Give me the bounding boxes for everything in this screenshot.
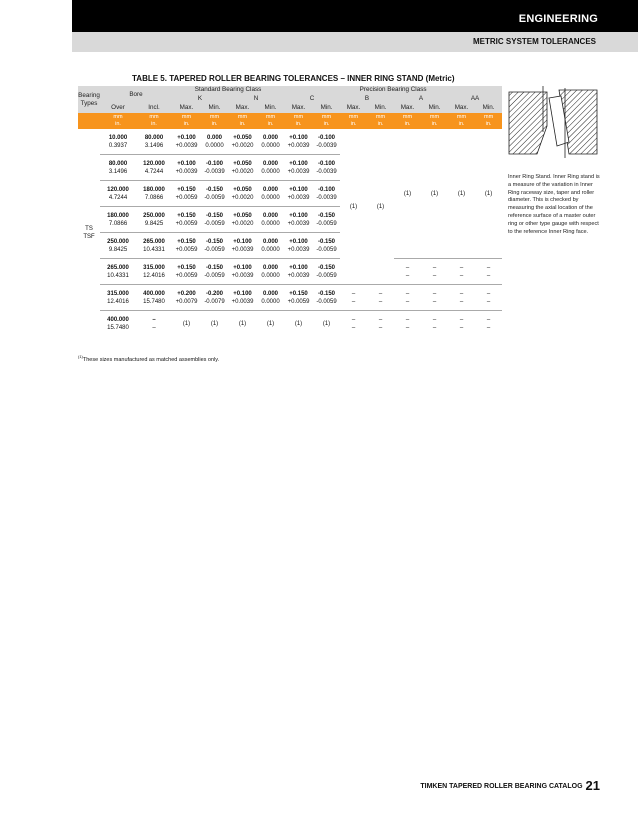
table-cell-incl: 120.000 4.7244 <box>136 155 172 181</box>
unit-cell: mm in. <box>201 113 228 129</box>
max-header: Max. <box>228 103 257 113</box>
table-cell-nmax: +0.050 +0.0020 <box>228 155 257 181</box>
min-header: Min. <box>421 103 448 113</box>
table-cell-incl: 400.000 15.7480 <box>136 285 172 311</box>
class-c-header: C <box>284 94 340 103</box>
class-aa-header: AA <box>448 94 502 103</box>
tolerance-table <box>78 86 502 336</box>
table-cell-incl: – – <box>136 311 172 337</box>
table-cell-cmax: +0.100 +0.0039 <box>284 259 313 285</box>
class-aa-min-cell: (1) <box>484 190 493 197</box>
table-cell-kmax: +0.100 +0.0039 <box>172 155 201 181</box>
table-cell-incl: 180.000 7.0866 <box>136 181 172 207</box>
table-row <box>78 259 502 285</box>
min-header: Min. <box>257 103 284 113</box>
unit-cell: mm in. <box>340 113 367 129</box>
max-header: Max. <box>394 103 421 113</box>
unit-cell: mm in. <box>172 113 201 129</box>
table-cell-kmax: +0.150 +0.0059 <box>172 207 201 233</box>
precision-class-header: Precision Bearing Class <box>284 86 502 94</box>
table-cell-over: 250.000 9.8425 <box>100 233 136 259</box>
class-b-min-cell: – – <box>367 285 394 311</box>
table-cell-nmax: +0.050 +0.0020 <box>231 134 254 149</box>
unit-cell: mm in. <box>367 113 394 129</box>
standard-class-header: Standard Bearing Class <box>172 86 284 94</box>
max-header: Max. <box>340 103 367 113</box>
max-header: Max. <box>448 103 475 113</box>
footnote: $^{(1)}$These sizes manufactured as matched assemblies only. <box>78 354 220 363</box>
table-cell-cmin: -0.150 -0.0059 <box>313 207 340 233</box>
table-cell-cmax: +0.100 +0.0039 <box>284 233 313 259</box>
class-b-max-cell: – – <box>340 285 367 311</box>
class-aa-max-cell: – – <box>448 259 475 285</box>
table-cell-cmax: +0.100 +0.0039 <box>284 181 313 207</box>
table-cell-kmax: +0.150 +0.0059 <box>172 181 201 207</box>
table-cell-cmax: +0.100 +0.0039 <box>284 207 313 233</box>
class-aa-min-cell: – – <box>475 311 502 337</box>
section-header-bar <box>72 0 638 32</box>
table-cell-cmin: -0.100 -0.0039 <box>313 155 340 181</box>
class-aa-min-cell: – – <box>475 285 502 311</box>
table-cell-nmax: +0.050 +0.0020 <box>228 207 257 233</box>
table-row <box>78 311 502 337</box>
table-cell-kmin: (1) <box>201 311 228 337</box>
table-cell-cmin: (1) <box>313 311 340 337</box>
class-a-min-cell: – – <box>421 311 448 337</box>
catalog-title: TIMKEN TAPERED ROLLER BEARING CATALOG <box>420 783 583 790</box>
class-aa-min-cell: – – <box>475 259 502 285</box>
table-cell-kmax: +0.100 +0.0039 <box>175 134 198 149</box>
class-n-header: N <box>228 94 284 103</box>
unit-cell: mm in. <box>136 113 172 129</box>
table-cell-kmin: -0.200 -0.0079 <box>201 285 228 311</box>
class-b-max-cell: (1) <box>349 203 358 210</box>
unit-cell: mm in. <box>421 113 448 129</box>
min-header: Min. <box>201 103 228 113</box>
table-cell-kmin: -0.100 -0.0039 <box>201 155 228 181</box>
inner-ring-stand-diagram <box>507 86 599 160</box>
table-cell-nmin: 0.000 0.0000 <box>257 285 284 311</box>
table-cell-nmin: 0.000 0.0000 <box>257 155 284 181</box>
class-k-header: K <box>172 94 228 103</box>
table-cell-incl: 315.000 12.4016 <box>136 259 172 285</box>
table-cell-incl: 250.000 9.8425 <box>136 207 172 233</box>
table-cell-kmax: +0.150 +0.0059 <box>172 259 201 285</box>
subsection-title: METRIC SYSTEM TOLERANCES <box>473 37 596 46</box>
table-cell-nmax: +0.100 +0.0039 <box>228 285 257 311</box>
table-cell-nmin: 0.000 0.0000 <box>257 233 284 259</box>
table-cell-cmin: -0.100 -0.0039 <box>316 134 337 149</box>
max-header: Max. <box>172 103 201 113</box>
table-cell-nmax: (1) <box>228 311 257 337</box>
table-cell-nmax: +0.050 +0.0020 <box>228 181 257 207</box>
table-cell-nmin: 0.000 0.0000 <box>257 207 284 233</box>
table-cell-kmin: -0.150 -0.0059 <box>201 181 228 207</box>
unit-cell: mm in. <box>448 113 475 129</box>
table-cell-nmin: 0.000 0.0000 <box>261 134 280 149</box>
unit-cell: mm in. <box>475 113 502 129</box>
table-row <box>78 129 502 155</box>
unit-cell: mm in. <box>394 113 421 129</box>
class-a-header: A <box>394 94 448 103</box>
table-cell-cmin: -0.150 -0.0059 <box>313 259 340 285</box>
bearing-types-header: Bearing Types <box>78 86 100 113</box>
table-cell-over: 400.000 15.7480 <box>100 311 136 337</box>
table-cell-kmax: +0.200 +0.0079 <box>172 285 201 311</box>
page-footer <box>420 778 600 793</box>
table-cell-cmin: -0.100 -0.0039 <box>313 181 340 207</box>
table-cell-kmin: 0.000 0.0000 <box>205 134 224 149</box>
bore-header: Bore <box>100 86 172 103</box>
table-cell-over: 120.000 4.7244 <box>100 181 136 207</box>
table-cell-cmax: +0.100 +0.0039 <box>284 155 313 181</box>
class-a-max-cell: – – <box>394 311 421 337</box>
table-cell-incl: 265.000 10.4331 <box>136 233 172 259</box>
class-b-max-cell: – – <box>340 311 367 337</box>
unit-cell: mm in. <box>313 113 340 129</box>
table-cell-incl: 80.000 3.1496 <box>144 134 164 149</box>
class-a-max-cell: – – <box>394 285 421 311</box>
subsection-bar <box>72 32 638 52</box>
table-cell-over: 10.000 0.3937 <box>108 134 128 149</box>
table-cell-cmax: (1) <box>284 311 313 337</box>
table-cell-kmin: -0.150 -0.0059 <box>201 233 228 259</box>
class-aa-max-cell: – – <box>448 311 475 337</box>
class-b-min-cell: – – <box>367 311 394 337</box>
table-cell-cmin: -0.150 -0.0059 <box>313 233 340 259</box>
incl-header: Incl. <box>136 103 172 113</box>
table-cell-nmax: +0.100 +0.0039 <box>228 233 257 259</box>
table-cell-nmin: 0.000 0.0000 <box>257 259 284 285</box>
class-b-header: B <box>340 94 394 103</box>
unit-cell: mm in. <box>228 113 257 129</box>
table-row <box>78 285 502 311</box>
table-cell-over: 80.000 3.1496 <box>100 155 136 181</box>
table-cell-cmax: +0.100 +0.0039 <box>287 134 310 149</box>
table-cell-kmax: +0.150 +0.0059 <box>172 233 201 259</box>
class-b-min-cell: (1) <box>376 203 385 210</box>
table-cell-nmin: (1) <box>257 311 284 337</box>
table-cell-over: 315.000 12.4016 <box>100 285 136 311</box>
class-a-min-cell: (1) <box>430 190 439 197</box>
table-title: TABLE 5. TAPERED ROLLER BEARING TOLERANCES – INNER RING STAND (Metric) <box>132 74 455 83</box>
table-cell-nmin: 0.000 0.0000 <box>257 181 284 207</box>
table-cell-over: 265.000 10.4331 <box>100 259 136 285</box>
table-cell-nmax: +0.100 +0.0039 <box>228 259 257 285</box>
class-a-min-cell: – – <box>421 285 448 311</box>
class-aa-max-cell: (1) <box>457 190 466 197</box>
table-cell-kmin: -0.150 -0.0059 <box>201 207 228 233</box>
max-header: Max. <box>284 103 313 113</box>
unit-cell: mm in. <box>100 113 136 129</box>
class-a-max-cell: – – <box>394 259 421 285</box>
over-header: Over <box>100 103 136 113</box>
units-row <box>78 113 502 129</box>
figure-note: Inner Ring Stand. Inner Ring stand is a measure of the variation in Inner Ring raceway size, taper and roller diameter. This is checked by measuring the axial location of the reference surface of a master outer ring or other type gauge with respect to the reference Inner Ring face. <box>508 174 600 235</box>
class-a-min-cell: – – <box>421 259 448 285</box>
table-cell-cmax: +0.150 +0.0059 <box>284 285 313 311</box>
unit-cell: mm in. <box>284 113 313 129</box>
table-cell-kmin: -0.150 -0.0059 <box>201 259 228 285</box>
unit-cell: mm in. <box>257 113 284 129</box>
table-cell-cmin: -0.150 -0.0059 <box>313 285 340 311</box>
section-title: ENGINEERING <box>518 13 598 25</box>
min-header: Min. <box>313 103 340 113</box>
class-aa-max-cell: – – <box>448 285 475 311</box>
tolerance-rows <box>78 129 502 336</box>
min-header: Min. <box>475 103 502 113</box>
bearing-types-cell: TS TSF <box>83 225 95 240</box>
class-a-max-cell: (1) <box>403 190 412 197</box>
table-cell-over: 180.000 7.0866 <box>100 207 136 233</box>
table-cell-kmax: (1) <box>172 311 201 337</box>
min-header: Min. <box>367 103 394 113</box>
page-number: 21 <box>585 778 600 793</box>
